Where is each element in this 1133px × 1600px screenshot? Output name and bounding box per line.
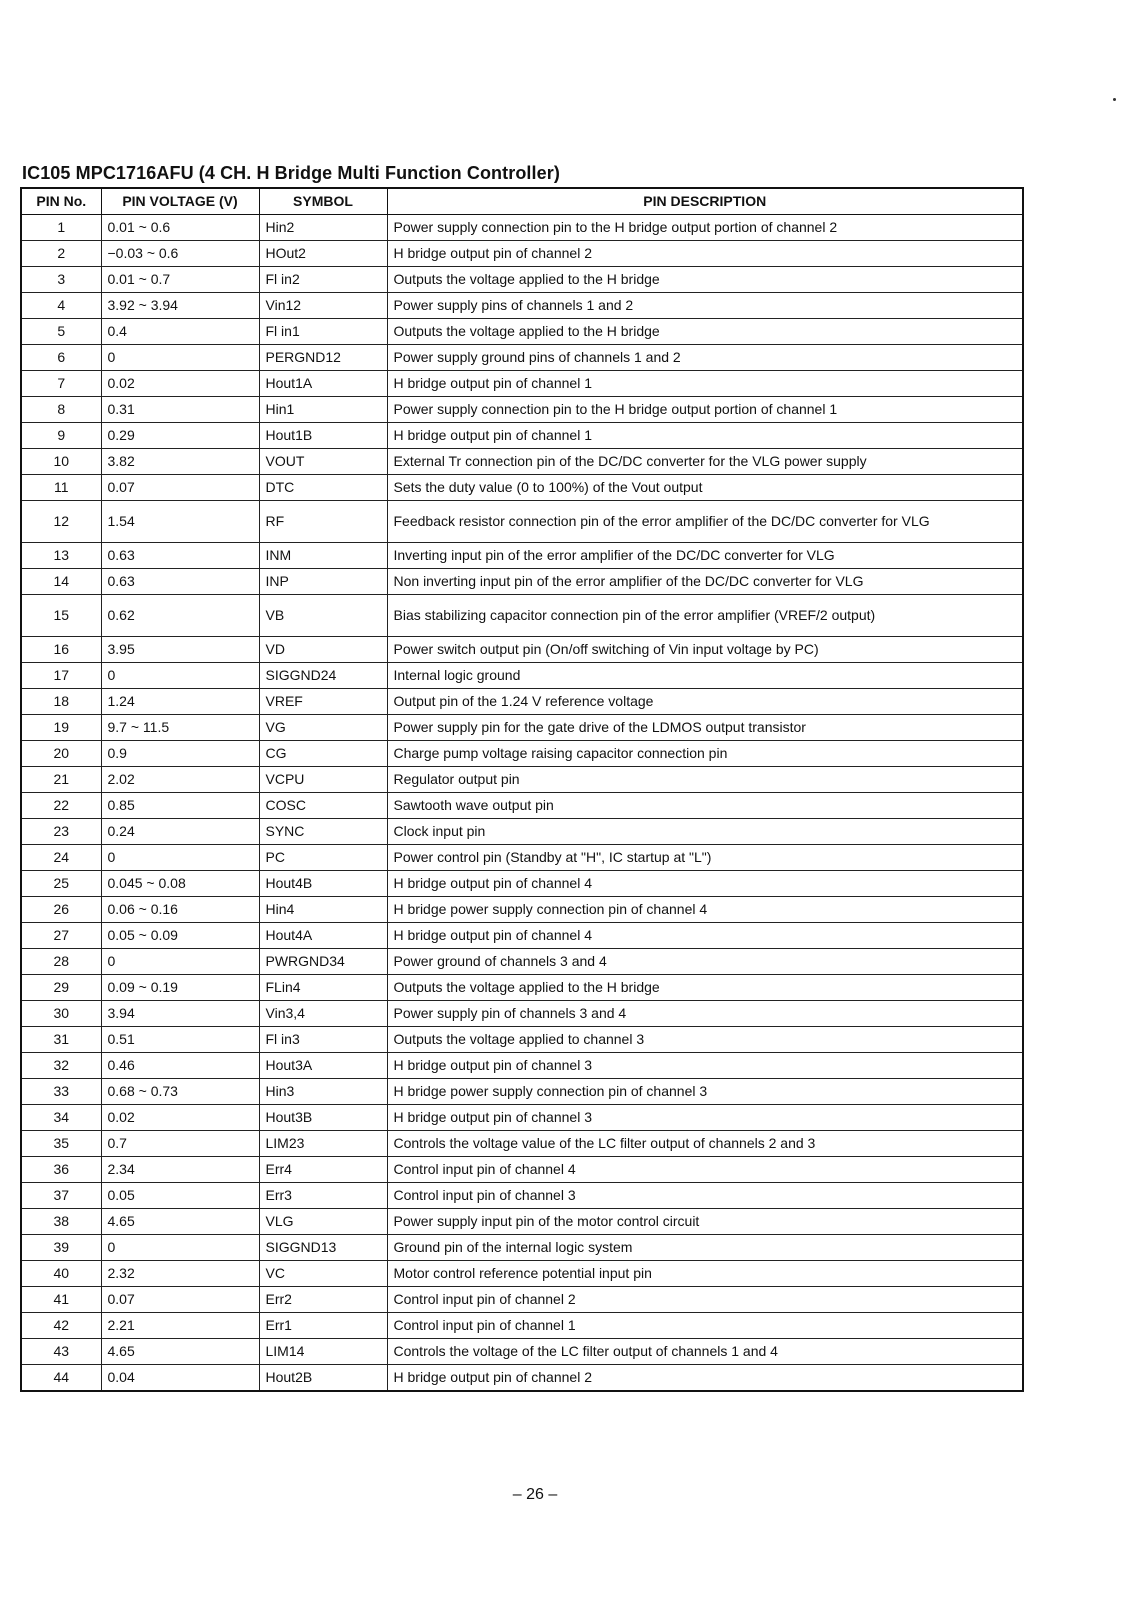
table-row [21, 449, 1023, 475]
pin-symbol-cell: Hout4B [259, 871, 387, 897]
scan-speck [1113, 98, 1116, 101]
pin-number-cell: 22 [21, 793, 101, 819]
table-row [21, 1157, 1023, 1183]
pin-symbol-cell: COSC [259, 793, 387, 819]
pin-description-cell: Sets the duty value (0 to 100%) of the Vout output [387, 475, 1023, 501]
table-row [21, 1079, 1023, 1105]
pin-number-cell: 7 [21, 371, 101, 397]
pin-description-cell: Bias stabilizing capacitor connection pin of the error amplifier (VREF/2 output) [387, 595, 1023, 637]
pin-symbol-cell: PERGND12 [259, 345, 387, 371]
pin-description-cell: H bridge output pin of channel 2 [387, 241, 1023, 267]
pin-symbol-cell: DTC [259, 475, 387, 501]
pin-voltage-cell: 0.29 [101, 423, 259, 449]
table-row [21, 819, 1023, 845]
pin-symbol-cell: Hin1 [259, 397, 387, 423]
pin-description-cell: External Tr connection pin of the DC/DC converter for the VLG power supply [387, 449, 1023, 475]
pin-voltage-cell: 0.02 [101, 1105, 259, 1131]
pin-number-cell: 2 [21, 241, 101, 267]
pin-number-cell: 1 [21, 215, 101, 241]
table-row [21, 1105, 1023, 1131]
pin-number-cell: 23 [21, 819, 101, 845]
pin-description-cell: Power switch output pin (On/off switching of Vin input voltage by PC) [387, 637, 1023, 663]
pin-description-cell: Power supply pin of channels 3 and 4 [387, 1001, 1023, 1027]
pin-voltage-cell: 0.31 [101, 397, 259, 423]
pin-symbol-cell: LIM14 [259, 1339, 387, 1365]
pin-number-cell: 17 [21, 663, 101, 689]
pin-symbol-cell: Fl in3 [259, 1027, 387, 1053]
pin-symbol-cell: RF [259, 501, 387, 543]
pin-voltage-cell: 0.51 [101, 1027, 259, 1053]
pin-voltage-cell: 4.65 [101, 1209, 259, 1235]
pin-description-cell: Control input pin of channel 3 [387, 1183, 1023, 1209]
pin-number-cell: 4 [21, 293, 101, 319]
pin-voltage-cell: 0 [101, 1235, 259, 1261]
header-pin-description: PIN DESCRIPTION [387, 188, 1023, 215]
pin-voltage-cell: 2.21 [101, 1313, 259, 1339]
pin-description-cell: Motor control reference potential input pin [387, 1261, 1023, 1287]
pin-voltage-cell: 0 [101, 345, 259, 371]
pin-symbol-cell: Hin3 [259, 1079, 387, 1105]
pin-symbol-cell: Err4 [259, 1157, 387, 1183]
pin-number-cell: 6 [21, 345, 101, 371]
table-row [21, 543, 1023, 569]
pin-voltage-cell: −0.03 ~ 0.6 [101, 241, 259, 267]
table-row [21, 1339, 1023, 1365]
table-row [21, 1027, 1023, 1053]
pin-number-cell: 27 [21, 923, 101, 949]
pin-description-cell: Outputs the voltage applied to the H bridge [387, 975, 1023, 1001]
table-row [21, 371, 1023, 397]
pin-voltage-cell: 1.24 [101, 689, 259, 715]
pin-description-cell: Output pin of the 1.24 V reference voltage [387, 689, 1023, 715]
pin-voltage-cell: 0.07 [101, 475, 259, 501]
pin-voltage-cell: 0.01 ~ 0.6 [101, 215, 259, 241]
pin-number-cell: 16 [21, 637, 101, 663]
table-row [21, 293, 1023, 319]
pin-symbol-cell: Fl in2 [259, 267, 387, 293]
pin-number-cell: 8 [21, 397, 101, 423]
pin-symbol-cell: Hout2B [259, 1365, 387, 1392]
pin-description-cell: H bridge output pin of channel 2 [387, 1365, 1023, 1392]
pin-symbol-cell: Hout3B [259, 1105, 387, 1131]
pin-description-cell: H bridge output pin of channel 4 [387, 923, 1023, 949]
pin-number-cell: 24 [21, 845, 101, 871]
pin-voltage-cell: 0.4 [101, 319, 259, 345]
pin-number-cell: 31 [21, 1027, 101, 1053]
pin-description-cell: H bridge power supply connection pin of channel 4 [387, 897, 1023, 923]
pin-number-cell: 35 [21, 1131, 101, 1157]
pin-voltage-cell: 0.9 [101, 741, 259, 767]
pin-symbol-cell: SYNC [259, 819, 387, 845]
pin-number-cell: 21 [21, 767, 101, 793]
pin-number-cell: 20 [21, 741, 101, 767]
table-row [21, 1001, 1023, 1027]
pin-number-cell: 12 [21, 501, 101, 543]
pin-symbol-cell: SIGGND24 [259, 663, 387, 689]
pin-number-cell: 13 [21, 543, 101, 569]
pin-voltage-cell: 0.05 [101, 1183, 259, 1209]
pin-symbol-cell: VLG [259, 1209, 387, 1235]
pin-description-cell: Power supply pin for the gate drive of the LDMOS output transistor [387, 715, 1023, 741]
pin-voltage-cell: 0.46 [101, 1053, 259, 1079]
pin-number-cell: 34 [21, 1105, 101, 1131]
pin-description-cell: Outputs the voltage applied to channel 3 [387, 1027, 1023, 1053]
pin-table-body [21, 215, 1023, 1392]
table-row [21, 1287, 1023, 1313]
table-row [21, 397, 1023, 423]
table-row [21, 475, 1023, 501]
pin-number-cell: 15 [21, 595, 101, 637]
pin-symbol-cell: CG [259, 741, 387, 767]
table-row [21, 975, 1023, 1001]
table-header-row [21, 188, 1023, 215]
table-row [21, 595, 1023, 637]
pin-voltage-cell: 3.92 ~ 3.94 [101, 293, 259, 319]
table-row [21, 215, 1023, 241]
pin-voltage-cell: 9.7 ~ 11.5 [101, 715, 259, 741]
pin-description-cell: Control input pin of channel 2 [387, 1287, 1023, 1313]
page-title: IC105 MPC1716AFU (4 CH. H Bridge Multi Function Controller) [22, 163, 560, 183]
pin-symbol-cell: Hout1A [259, 371, 387, 397]
pin-symbol-cell: PWRGND34 [259, 949, 387, 975]
pin-voltage-cell: 3.82 [101, 449, 259, 475]
pin-description-cell: Sawtooth wave output pin [387, 793, 1023, 819]
pin-number-cell: 26 [21, 897, 101, 923]
pin-description-cell: Control input pin of channel 1 [387, 1313, 1023, 1339]
pin-description-cell: Power supply connection pin to the H bridge output portion of channel 1 [387, 397, 1023, 423]
pin-symbol-cell: PC [259, 845, 387, 871]
header-symbol: SYMBOL [259, 188, 387, 215]
pin-voltage-cell: 0.04 [101, 1365, 259, 1392]
pin-symbol-cell: VREF [259, 689, 387, 715]
table-row [21, 689, 1023, 715]
pin-number-cell: 42 [21, 1313, 101, 1339]
pin-description-cell: Outputs the voltage applied to the H bridge [387, 267, 1023, 293]
pin-voltage-cell: 2.32 [101, 1261, 259, 1287]
table-row [21, 1365, 1023, 1392]
table-row [21, 663, 1023, 689]
pin-voltage-cell: 4.65 [101, 1339, 259, 1365]
table-row [21, 319, 1023, 345]
pin-symbol-cell: HOut2 [259, 241, 387, 267]
pin-voltage-cell: 1.54 [101, 501, 259, 543]
table-row [21, 897, 1023, 923]
table-row [21, 1313, 1023, 1339]
table-row [21, 1261, 1023, 1287]
pin-voltage-cell: 0.09 ~ 0.19 [101, 975, 259, 1001]
pin-description-cell: Controls the voltage value of the LC filter output of channels 2 and 3 [387, 1131, 1023, 1157]
pin-description-cell: Power supply connection pin to the H bridge output portion of channel 2 [387, 215, 1023, 241]
pin-number-cell: 41 [21, 1287, 101, 1313]
pin-description-cell: H bridge output pin of channel 1 [387, 423, 1023, 449]
pin-description-cell: H bridge output pin of channel 4 [387, 871, 1023, 897]
pin-symbol-cell: SIGGND13 [259, 1235, 387, 1261]
pin-voltage-cell: 0.02 [101, 371, 259, 397]
pin-voltage-cell: 0 [101, 845, 259, 871]
pin-voltage-cell: 0.045 ~ 0.08 [101, 871, 259, 897]
pin-voltage-cell: 0.85 [101, 793, 259, 819]
pin-voltage-cell: 0 [101, 949, 259, 975]
pin-voltage-cell: 2.02 [101, 767, 259, 793]
pin-symbol-cell: INP [259, 569, 387, 595]
pin-number-cell: 25 [21, 871, 101, 897]
table-row [21, 637, 1023, 663]
pin-table [20, 187, 1024, 1392]
table-row [21, 345, 1023, 371]
header-pin-voltage: PIN VOLTAGE (V) [101, 188, 259, 215]
page-number: – 26 – [512, 1486, 558, 1503]
pin-voltage-cell: 0.01 ~ 0.7 [101, 267, 259, 293]
table-row [21, 793, 1023, 819]
pin-symbol-cell: Hout1B [259, 423, 387, 449]
pin-voltage-cell: 0.63 [101, 543, 259, 569]
pin-voltage-cell: 0.68 ~ 0.73 [101, 1079, 259, 1105]
pin-voltage-cell: 0.07 [101, 1287, 259, 1313]
pin-description-cell: H bridge output pin of channel 3 [387, 1105, 1023, 1131]
pin-description-cell: Outputs the voltage applied to the H bridge [387, 319, 1023, 345]
pin-description-cell: Ground pin of the internal logic system [387, 1235, 1023, 1261]
pin-number-cell: 3 [21, 267, 101, 293]
table-row [21, 1131, 1023, 1157]
pin-symbol-cell: INM [259, 543, 387, 569]
pin-voltage-cell: 0 [101, 663, 259, 689]
pin-number-cell: 43 [21, 1339, 101, 1365]
pin-number-cell: 37 [21, 1183, 101, 1209]
pin-description-cell: Feedback resistor connection pin of the error amplifier of the DC/DC converter for VLG [387, 501, 1023, 543]
pin-number-cell: 19 [21, 715, 101, 741]
pin-number-cell: 18 [21, 689, 101, 715]
pin-number-cell: 28 [21, 949, 101, 975]
pin-symbol-cell: Hin4 [259, 897, 387, 923]
pin-description-cell: H bridge output pin of channel 3 [387, 1053, 1023, 1079]
table-row [21, 715, 1023, 741]
pin-symbol-cell: Vin3,4 [259, 1001, 387, 1027]
table-row [21, 871, 1023, 897]
table-row [21, 1209, 1023, 1235]
pin-symbol-cell: Err3 [259, 1183, 387, 1209]
pin-description-cell: Charge pump voltage raising capacitor connection pin [387, 741, 1023, 767]
pin-number-cell: 11 [21, 475, 101, 501]
table-row [21, 949, 1023, 975]
pin-description-cell: H bridge output pin of channel 1 [387, 371, 1023, 397]
pin-description-cell: Power supply input pin of the motor control circuit [387, 1209, 1023, 1235]
pin-number-cell: 36 [21, 1157, 101, 1183]
table-row [21, 423, 1023, 449]
pin-symbol-cell: Err1 [259, 1313, 387, 1339]
pin-description-cell: Internal logic ground [387, 663, 1023, 689]
pin-number-cell: 40 [21, 1261, 101, 1287]
pin-voltage-cell: 0.24 [101, 819, 259, 845]
pin-description-cell: Regulator output pin [387, 767, 1023, 793]
pin-symbol-cell: VCPU [259, 767, 387, 793]
pin-description-cell: Clock input pin [387, 819, 1023, 845]
pin-symbol-cell: VG [259, 715, 387, 741]
table-row [21, 1235, 1023, 1261]
pin-voltage-cell: 0.06 ~ 0.16 [101, 897, 259, 923]
pin-symbol-cell: FLin4 [259, 975, 387, 1001]
pin-symbol-cell: VOUT [259, 449, 387, 475]
pin-voltage-cell: 0.63 [101, 569, 259, 595]
pin-description-cell: Power supply ground pins of channels 1 and 2 [387, 345, 1023, 371]
pin-number-cell: 33 [21, 1079, 101, 1105]
pin-voltage-cell: 0.62 [101, 595, 259, 637]
pin-number-cell: 30 [21, 1001, 101, 1027]
pin-description-cell: Control input pin of channel 4 [387, 1157, 1023, 1183]
pin-symbol-cell: VB [259, 595, 387, 637]
table-row [21, 1053, 1023, 1079]
pin-symbol-cell: Hin2 [259, 215, 387, 241]
pin-symbol-cell: LIM23 [259, 1131, 387, 1157]
pin-number-cell: 10 [21, 449, 101, 475]
pin-symbol-cell: VC [259, 1261, 387, 1287]
pin-symbol-cell: Hout4A [259, 923, 387, 949]
pin-description-cell: Power control pin (Standby at "H", IC startup at "L") [387, 845, 1023, 871]
pin-symbol-cell: VD [259, 637, 387, 663]
pin-description-cell: Non inverting input pin of the error amplifier of the DC/DC converter for VLG [387, 569, 1023, 595]
table-row [21, 741, 1023, 767]
pin-number-cell: 9 [21, 423, 101, 449]
pin-number-cell: 32 [21, 1053, 101, 1079]
table-row [21, 501, 1023, 543]
table-row [21, 241, 1023, 267]
table-row [21, 1183, 1023, 1209]
pin-description-cell: Controls the voltage of the LC filter output of channels 1 and 4 [387, 1339, 1023, 1365]
table-row [21, 845, 1023, 871]
pin-description-cell: Inverting input pin of the error amplifier of the DC/DC converter for VLG [387, 543, 1023, 569]
header-pin-no: PIN No. [21, 188, 101, 215]
pin-symbol-cell: Err2 [259, 1287, 387, 1313]
pin-number-cell: 14 [21, 569, 101, 595]
pin-description-cell: H bridge power supply connection pin of channel 3 [387, 1079, 1023, 1105]
pin-number-cell: 5 [21, 319, 101, 345]
pin-number-cell: 38 [21, 1209, 101, 1235]
table-row [21, 569, 1023, 595]
table-row [21, 923, 1023, 949]
table-row [21, 267, 1023, 293]
table-row [21, 767, 1023, 793]
pin-voltage-cell: 0.05 ~ 0.09 [101, 923, 259, 949]
pin-voltage-cell: 3.94 [101, 1001, 259, 1027]
pin-description-cell: Power ground of channels 3 and 4 [387, 949, 1023, 975]
pin-symbol-cell: Hout3A [259, 1053, 387, 1079]
pin-number-cell: 44 [21, 1365, 101, 1392]
pin-number-cell: 29 [21, 975, 101, 1001]
pin-voltage-cell: 3.95 [101, 637, 259, 663]
pin-description-cell: Power supply pins of channels 1 and 2 [387, 293, 1023, 319]
pin-symbol-cell: Vin12 [259, 293, 387, 319]
pin-voltage-cell: 2.34 [101, 1157, 259, 1183]
pin-symbol-cell: Fl in1 [259, 319, 387, 345]
pin-number-cell: 39 [21, 1235, 101, 1261]
pin-voltage-cell: 0.7 [101, 1131, 259, 1157]
